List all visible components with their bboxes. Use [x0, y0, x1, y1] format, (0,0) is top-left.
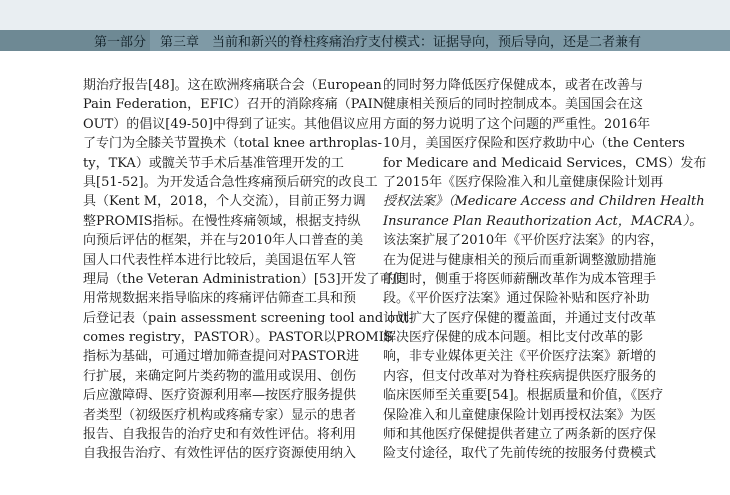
text-line: 具（Kent M，2018，个人交流），目前正努力调: [83, 194, 366, 210]
text-line: 在为促进与健康相关的预后而重新调整激励措施: [383, 252, 657, 268]
text-line: OUT）的倡议[49-50]中得到了证实。其他倡议应用: [83, 116, 382, 132]
text-line: 期治疗报告[48]。这在欧洲疼痛联合会（European: [83, 78, 382, 93]
text-line: 段。《平价医疗法案》通过保险补贴和医疗补助: [383, 291, 650, 307]
right-text-column: [383, 76, 707, 464]
text-line: 响，非专业媒体更关注《平价医疗法案》新增的: [383, 349, 657, 365]
text-line: 师和其他医疗保健提供者建立了两条新的医疗保: [383, 427, 657, 443]
text-line: 用常规数据来指导临床的疼痛评估筛查工具和预: [83, 291, 357, 307]
left-text-column: [83, 76, 414, 464]
running-header: [0, 30, 730, 51]
text-line: 向预后评估的框架，并在与2010年人口普查的美: [83, 233, 364, 249]
text-line: 指标为基础，可通过增加筛查提问对PASTOR进: [83, 349, 359, 365]
text-line: 后应激障碍、医疗资源利用率—按医疗服务提供: [83, 388, 357, 404]
text-line: for Medicare and Medicaid Services，CMS）发布: [383, 155, 707, 171]
text-line: 临床医师至关重要[54]。根据质量和价值，《医疗: [383, 388, 664, 404]
text-line: 内容，但支付改革对为脊柱疾病提供医疗服务的: [383, 368, 657, 384]
text-line: 者类型（初级医疗机构或疼痛专家）显示的患者: [83, 407, 357, 423]
text-line: 自我报告治疗、有效性评估的医疗资源使用纳入: [83, 446, 357, 462]
text-line: 计划扩大了医疗保健的覆盖面，并通过支付改革: [383, 310, 657, 326]
text-line: Insurance Plan Reauthorization Act，MACRA）。: [383, 213, 703, 229]
text-line: 方面的努力说明了这个问题的严重性。2016年: [383, 116, 651, 132]
text-line: comes registry，PASTOR）。PASTOR以PROMIS: [83, 330, 393, 346]
header-chapter-title: 第三章 当前和新兴的脊柱疼痛治疗支付模式：证据导向，预后导向，还是二者兼有: [160, 35, 642, 50]
text-line: 解决医疗保健的成本问题。相比支付改革的影: [383, 330, 644, 346]
text-line: 报告、自我报告的治疗史和有效性评估。将利用: [83, 427, 357, 443]
text-line: 了2015年《医疗保险准入和儿童健康保险计划再: [383, 174, 664, 190]
text-line: ty，TKA）或髋关节手术后基准管理开发的工: [83, 155, 344, 171]
text-line: 理局（the Veteran Administration）[53]开发了可使: [83, 271, 406, 287]
text-line: 行扩展，来确定阿片类药物的滥用或误用、创伤: [83, 368, 357, 384]
text-line: 授权法案》（Medicare Access and Children Health: [383, 194, 705, 210]
text-line: 国人口代表性样本进行比较后，美国退伍军人管: [83, 252, 357, 268]
top-margin-band: [0, 0, 730, 30]
text-line: 10月，美国医疗保险和医疗救助中心（the Centers: [383, 136, 685, 152]
text-line: 后登记表（pain assessment screening tool and out-: [83, 310, 414, 326]
text-line: 的同时努力降低医疗保健成本，或者在改善与: [383, 78, 644, 93]
text-line: 了专门为全膝关节置换术（total knee arthroplas-: [83, 136, 382, 152]
text-line: 整PROMIS指标。在慢性疼痛领域，根据支持纵: [83, 213, 361, 229]
text-line: 该法案扩展了2010年《平价医疗法案》的内容，: [383, 233, 664, 249]
text-line: 健康相关预后的同时控制成本。美国国会在这: [383, 97, 644, 113]
text-line: 的同时，侧重于将医师薪酬改革作为成本管理手: [383, 271, 657, 287]
text-line: 具[51-52]。为开发适合急性疼痛预后研究的改良工: [83, 174, 378, 190]
text-line: 险支付途径，取代了先前传统的按服务付费模式: [383, 446, 657, 462]
text-line: 保险准入和儿童健康保险计划再授权法案》为医: [383, 407, 657, 423]
text-line: Pain Federation，EFIC）召开的消除疼痛（PAIN: [83, 97, 385, 113]
header-part-label: 第一部分: [0, 30, 150, 51]
